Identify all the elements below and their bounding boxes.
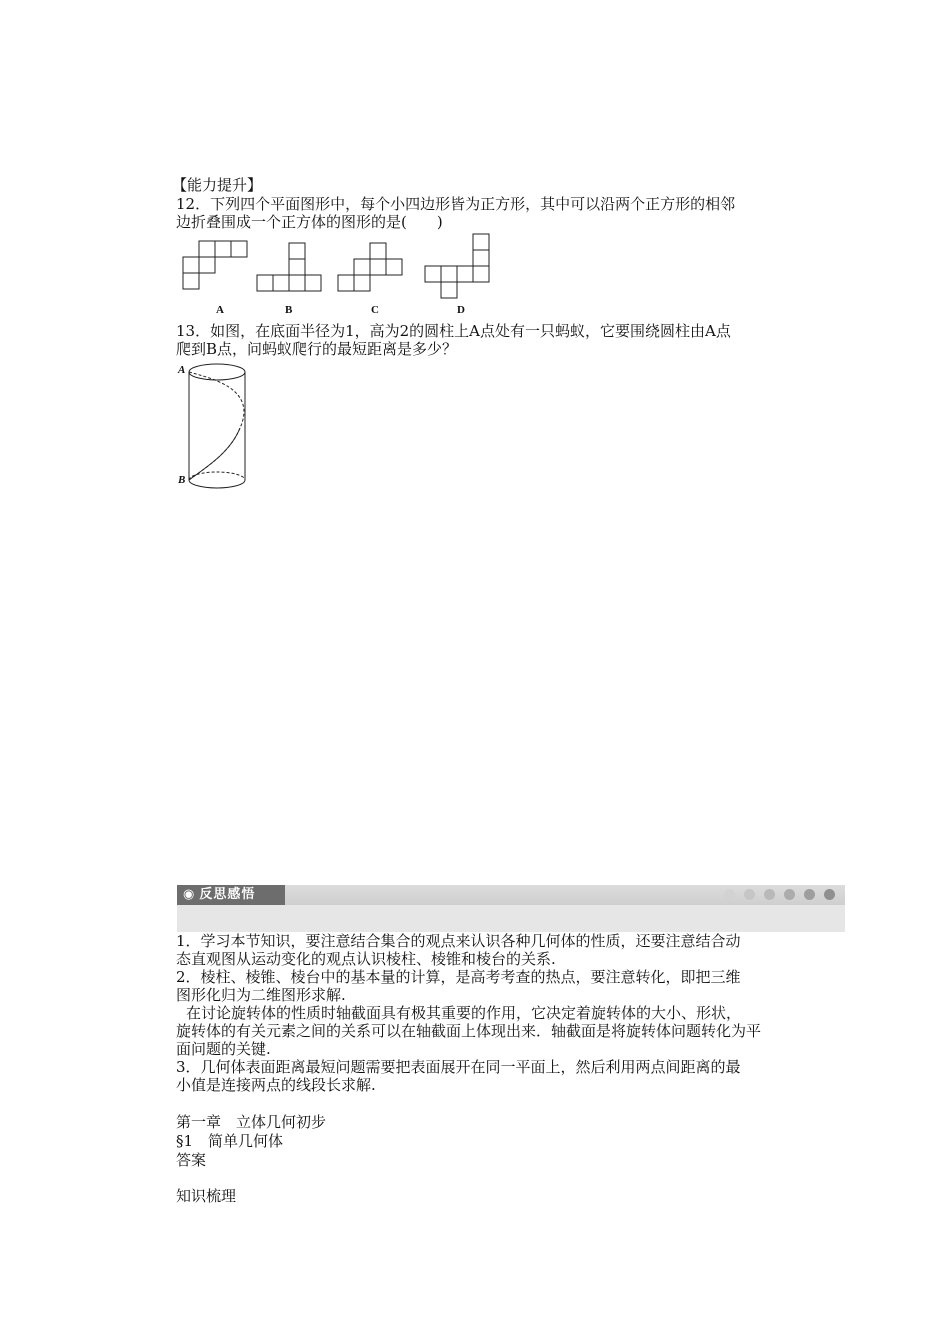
net-figure-d — [425, 234, 489, 298]
option-c-label: C — [371, 304, 379, 316]
banner-dot — [804, 889, 815, 900]
q13-text-line1: 13．如图，在底面半径为1，高为2的圆柱上A点处有一只蚂蚁，它要围绕圆柱由A点 — [176, 322, 731, 340]
reflection-p1-line2: 态直观图从运动变化的观点认识棱柱、棱锥和棱台的关系. — [176, 950, 556, 968]
reflection-banner — [177, 885, 845, 932]
reflection-p2-line1: 2．棱柱、棱锥、棱台中的基本量的计算，是高考考查的热点，要注意转化，即把三维 — [176, 968, 741, 986]
banner-dot — [764, 889, 775, 900]
section-heading: 【能力提升】 — [172, 176, 263, 194]
q12-text-line2: 边折叠围成一个正方体的图形的是( ) — [176, 213, 443, 231]
reflection-p4-line1: 3．几何体表面距离最短问题需要把表面展开在同一平面上，然后利用两点间距离的最 — [176, 1058, 741, 1076]
banner-title-tab — [177, 885, 285, 905]
banner-dot — [724, 889, 735, 900]
point-b-label: B — [178, 474, 186, 486]
reflection-p1-line1: 1．学习本节知识，要注意结合集合的观点来认识各种几何体的性质，还要注意结合动 — [176, 932, 741, 950]
option-b-label: B — [285, 304, 293, 316]
reflection-p3-line2: 旋转体的有关元素之间的关系可以在轴截面上体现出来．轴截面是将旋转体问题转化为平 — [176, 1022, 762, 1040]
net-figure-a — [183, 241, 247, 289]
reflection-p3-line3: 面问题的关键. — [176, 1040, 271, 1058]
point-a-label: A — [178, 364, 186, 376]
q12-text-line1: 12．下列四个平面图形中，每个小四边形皆为正方形，其中可以沿两个正方形的相邻 — [176, 195, 736, 213]
knowledge-summary-heading: 知识梳理 — [176, 1187, 237, 1205]
banner-title: 反思感悟 — [199, 887, 256, 902]
net-figure-b — [257, 243, 321, 291]
net-figure-c — [338, 243, 402, 291]
banner-dot — [744, 889, 755, 900]
section-title: §1 简单几何体 — [176, 1132, 284, 1150]
banner-dots — [724, 889, 835, 900]
option-d-label: D — [457, 304, 465, 316]
target-icon: ◉ — [183, 887, 196, 902]
cube-nets-figure — [0, 0, 950, 330]
option-a-label: A — [216, 304, 224, 316]
reflection-p2-line2: 图形化归为二维图形求解. — [176, 986, 346, 1004]
reflection-p3-line1: 在讨论旋转体的性质时轴截面具有极其重要的作用，它决定着旋转体的大小、形状， — [186, 1004, 742, 1022]
banner-body — [177, 905, 845, 932]
banner-dot — [784, 889, 795, 900]
chapter-title: 第一章 立体几何初步 — [176, 1113, 327, 1131]
q13-text-line2: 爬到B点，问蚂蚁爬行的最短距离是多少？ — [176, 340, 458, 358]
answer-heading: 答案 — [176, 1151, 207, 1169]
reflection-p4-line2: 小值是连接两点的线段长求解. — [176, 1076, 376, 1094]
banner-dot — [824, 889, 835, 900]
